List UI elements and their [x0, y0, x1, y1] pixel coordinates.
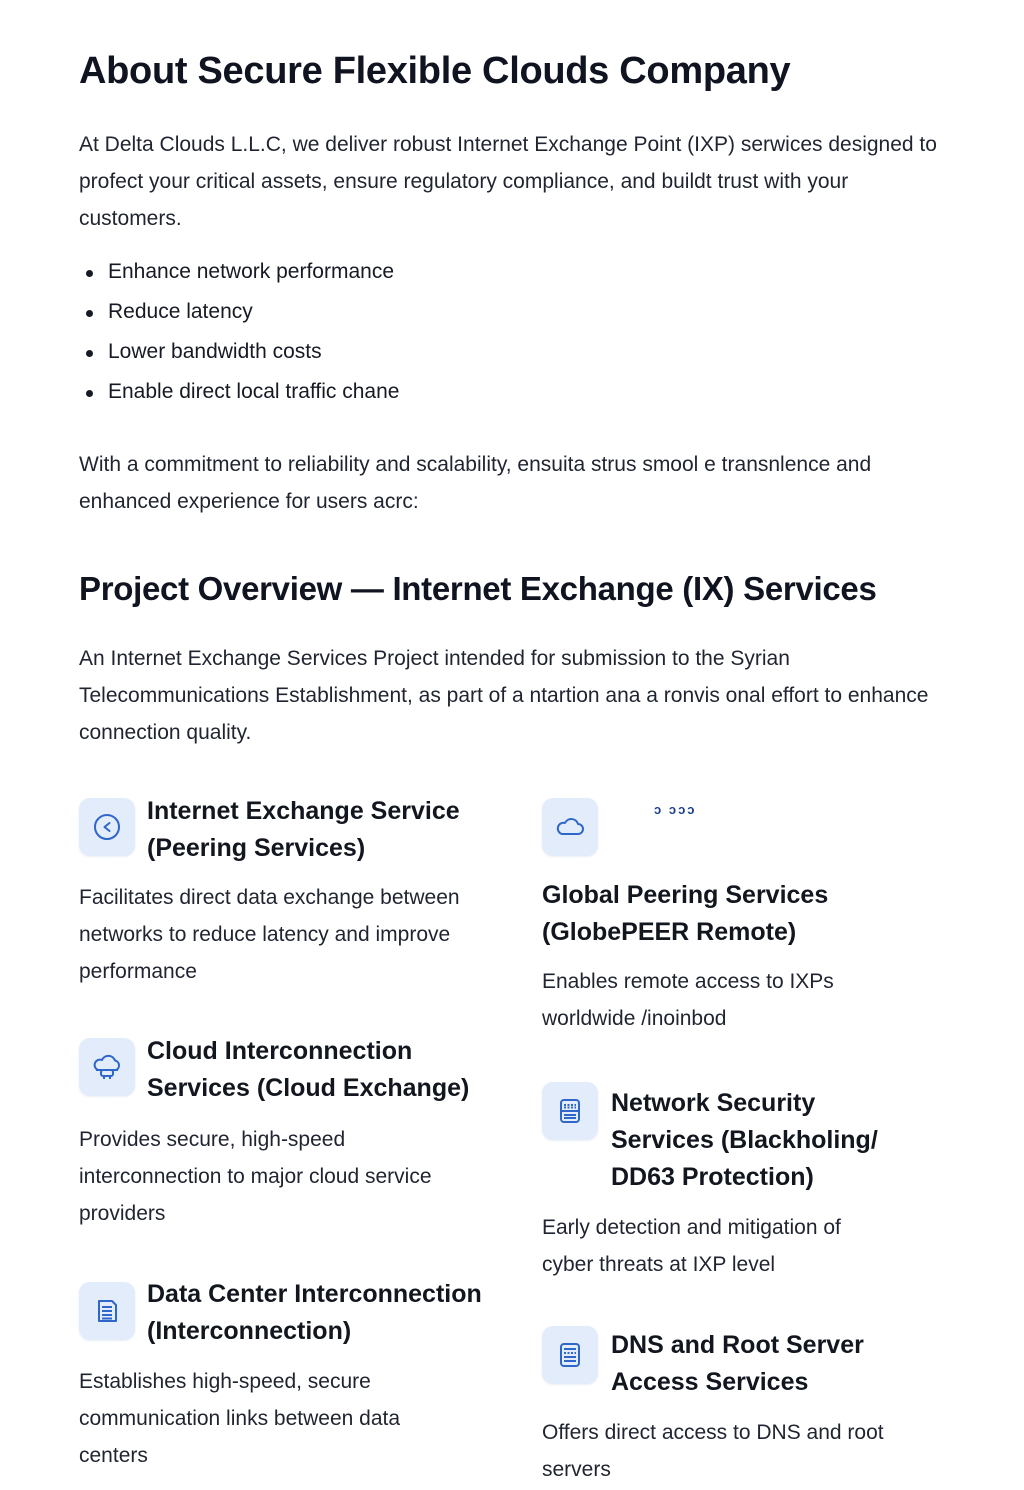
list-item-text: Enable direct local traffic chane	[108, 380, 400, 403]
service-title: Data Center Interconnection (Interconnection)	[147, 1280, 482, 1345]
cloud-exchange-icon	[79, 1038, 135, 1096]
list-item	[79, 382, 399, 422]
list-item-text: Lower bandwidth costs	[108, 340, 322, 363]
about-intro: At Delta Clouds L.L.C, we deliver robust Internet Exchange Point (IXP) serwices designed to profect your critical assets, ensure regulatory compliance, and buildt trust with your customers.	[79, 133, 937, 230]
service-title: Network Security Services (Blackholing/ DD63 Protection)	[611, 1089, 878, 1191]
list-item	[79, 342, 399, 382]
service-title: Internet Exchange Service (Peering Services)	[147, 797, 460, 862]
about-title: About Secure Flexible Clouds Company	[79, 50, 791, 92]
decoration-glyphs: ɔ ɔɔɔ	[654, 802, 697, 817]
peering-icon	[79, 798, 135, 856]
service-title: Cloud Interconnection Services (Cloud Exchange)	[147, 1037, 470, 1102]
service-desc: Early detection and mitigation of cyber threats at IXP level	[542, 1216, 841, 1276]
service-title: Global Peering Services (GlobePEER Remote)	[542, 881, 829, 946]
about-closing: With a commitment to reliability and scalability, ensuita strus smool e transnlence and enhanced experience for users acrc:	[79, 453, 872, 513]
list-item	[79, 262, 399, 302]
server-security-icon	[542, 1082, 598, 1140]
list-item-text: Reduce latency	[108, 300, 253, 323]
overview-title: Project Overview — Internet Exchange (IX) Services	[79, 570, 877, 607]
service-desc: Establishes high-speed, secure communication links between data centers	[79, 1370, 401, 1467]
list-item	[79, 302, 399, 342]
dns-server-icon	[542, 1326, 598, 1384]
cloud-icon	[542, 798, 598, 856]
service-desc: Offers direct access to DNS and root servers	[542, 1421, 884, 1481]
bullet-icon	[86, 270, 93, 277]
benefits-list	[79, 262, 399, 422]
service-title: DNS and Root Server Access Services	[611, 1331, 864, 1396]
service-desc: Provides secure, high-speed interconnection to major cloud service providers	[79, 1128, 432, 1225]
service-desc: Enables remote access to IXPs worldwide /inoinbod	[542, 970, 834, 1030]
list-item-text: Enhance network performance	[108, 260, 394, 283]
overview-intro: An Internet Exchange Services Project intended for submission to the Syrian Telecommunications Establishment, as part of a ntartion ana a ronvis onal effort to enhance connection quality.	[79, 647, 929, 744]
service-desc: Facilitates direct data exchange between networks to reduce latency and improve performance	[79, 886, 460, 983]
bullet-icon	[86, 350, 93, 357]
data-center-icon	[79, 1282, 135, 1340]
bullet-icon	[86, 390, 93, 397]
bullet-icon	[86, 310, 93, 317]
